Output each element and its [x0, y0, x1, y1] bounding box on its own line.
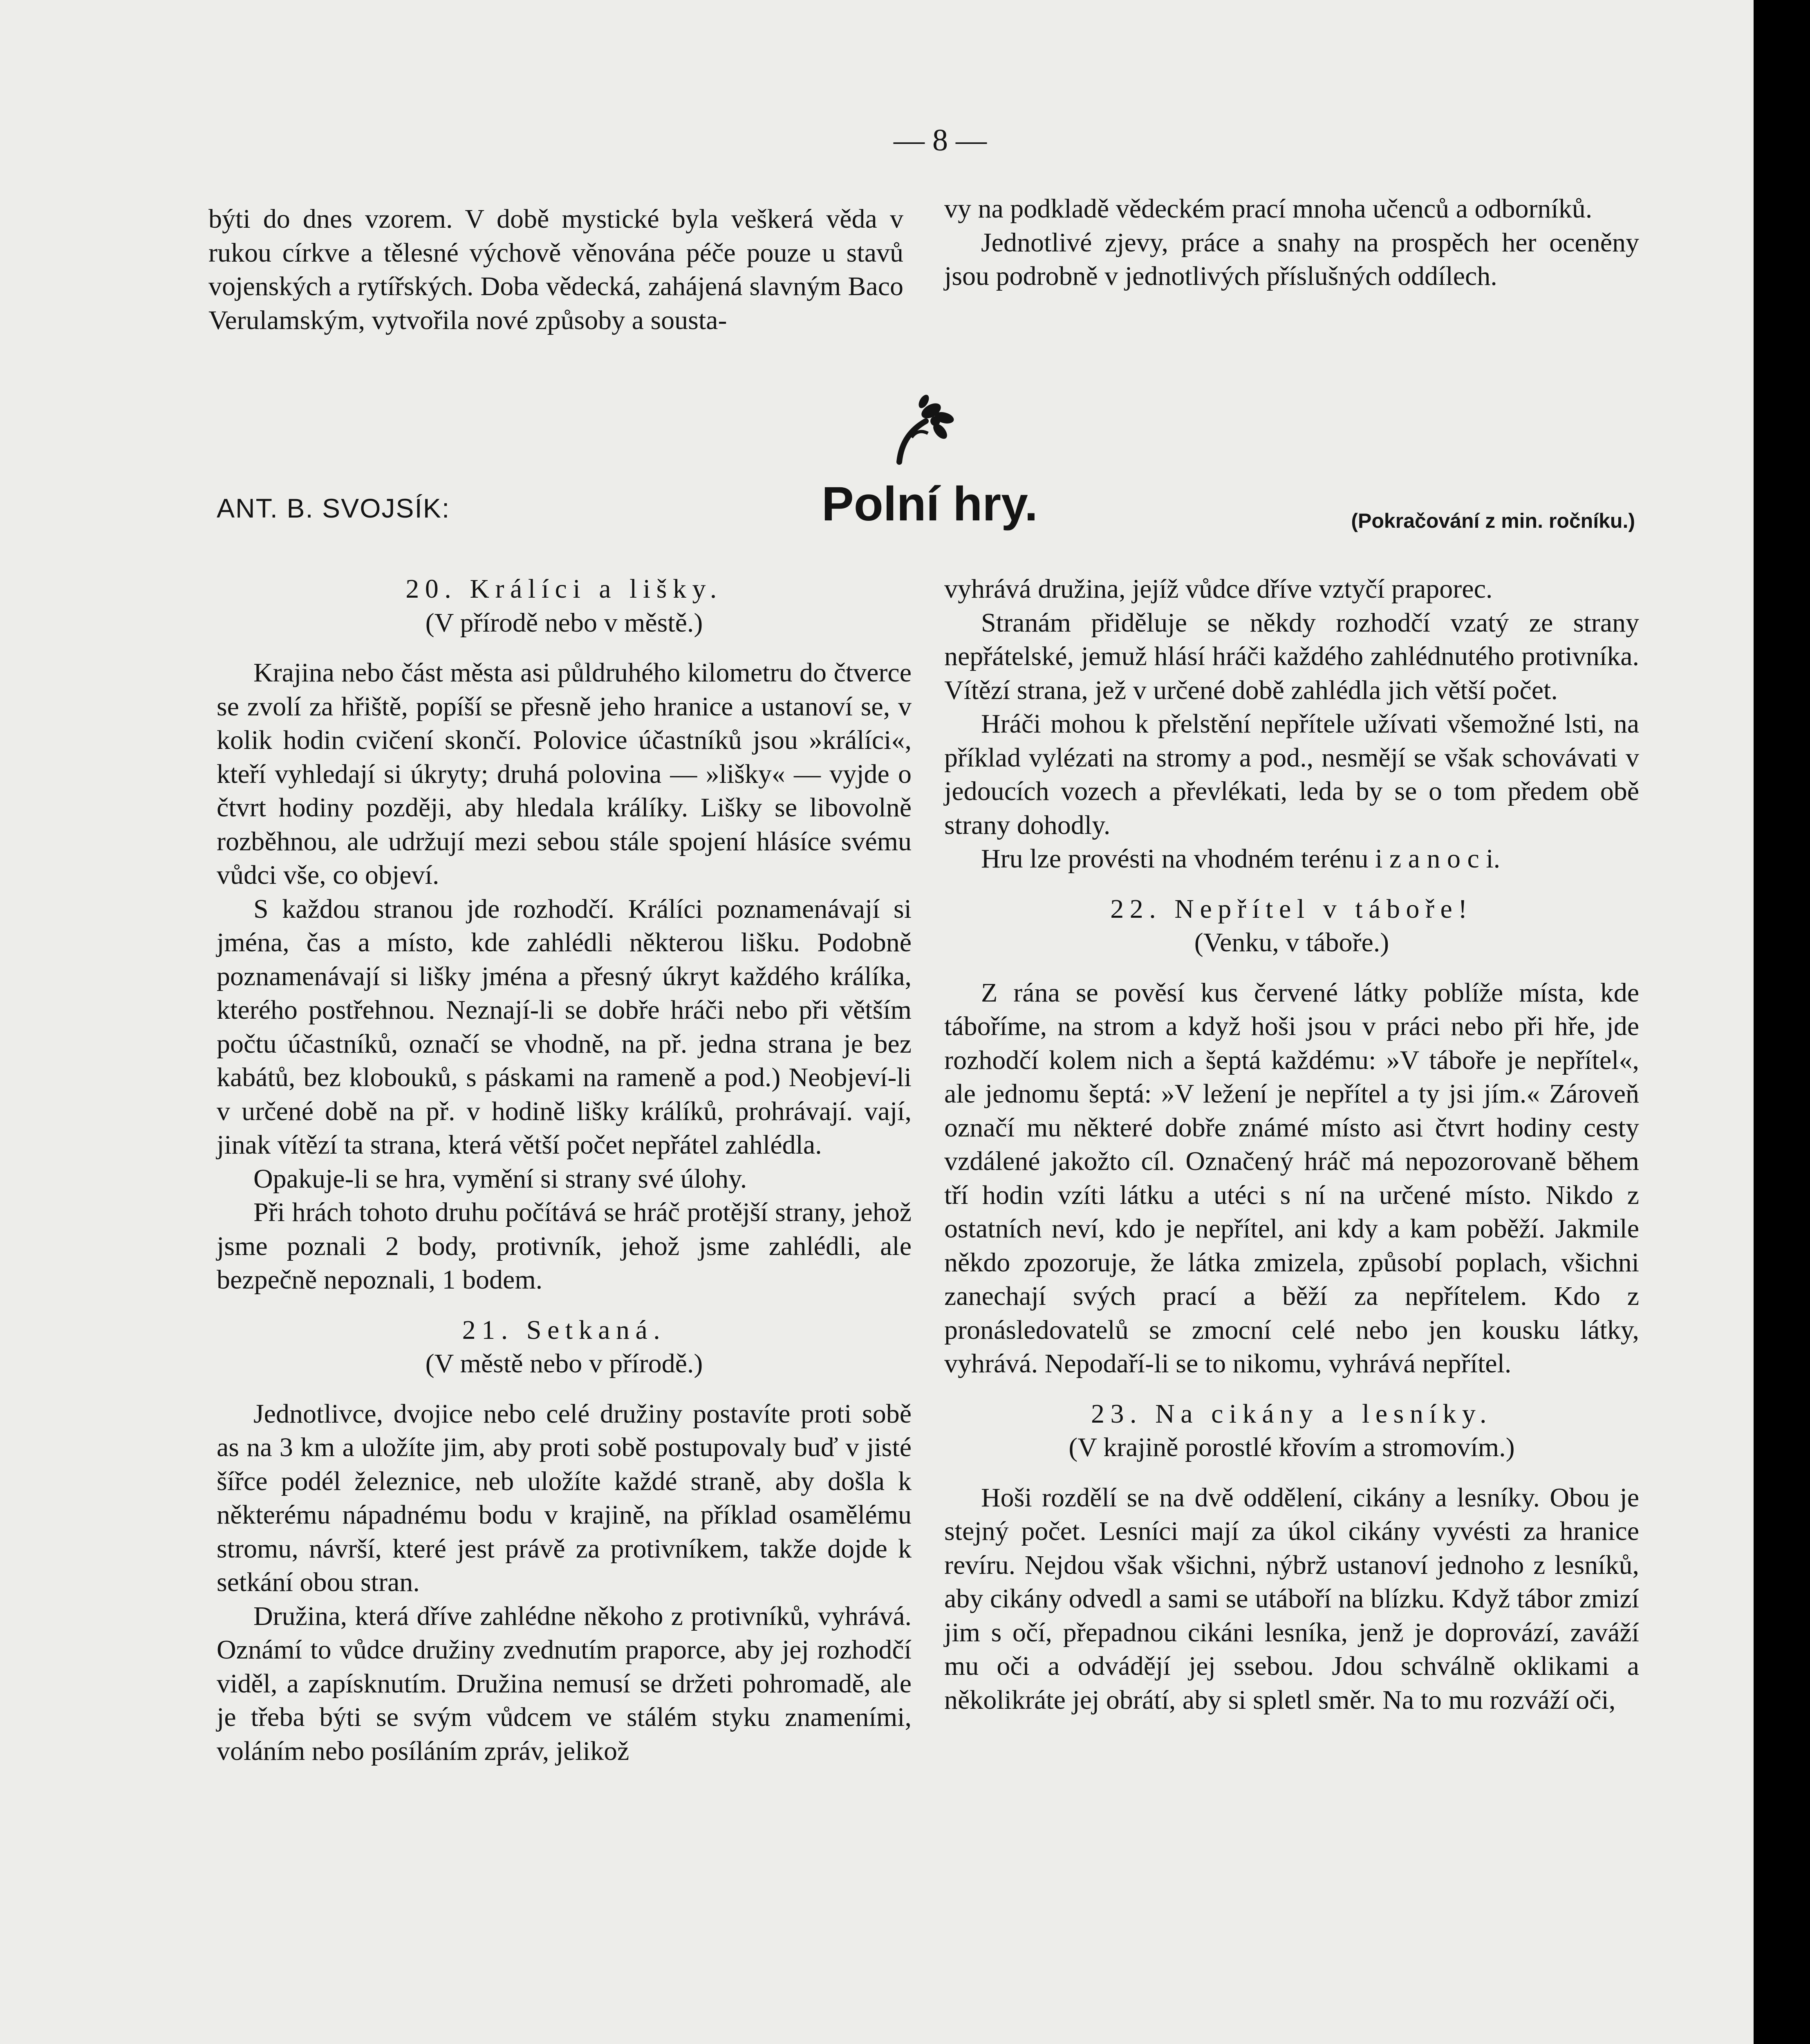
section-20-paragraph-4: Při hrách tohoto druhu počítává se hráč protější strany, jehož jsme poznali 2 body, protivník, jehož jsme zahlédli, ale bezpečně nepoznali, 1 bodem.	[217, 1197, 912, 1295]
section-20-heading: 20. Králíci a lišky.	[405, 574, 723, 604]
section-21-paragraph-6: Hru lze provésti na vhodném terénu i z a n o c i.	[981, 844, 1501, 874]
section-20-paragraph-1: Krajina nebo část města asi půldruhého kilometru do čtverce se zvolí za hřiště, popíší se přesně jeho hranice a ustanoví se, v kolik hodin cvičení skončí. Polovice účastníků jsou »králíci«, kteří vyhledají si úkryty; druhá polovina — »lišky« — vyjde o čtvrt hodiny později, aby hledala králíky. Lišky se libovolně rozběhnou, ale udržují mezi sebou stále spojení hlásíce svému vůdci vše, co objeví.	[217, 658, 912, 890]
section-21-paragraph-3: vyhrává družina, jejíž vůdce dříve vztyčí praporec.	[944, 574, 1493, 604]
section-23-paragraph-1: Hoši rozdělí se na dvě oddělení, cikány a lesníky. Obou je stejný počet. Lesníci mají za úkol cikány vyvésti za hranice revíru. Nejdou však všichni, nýbrž ustanoví jednoho z lesníků, aby cikány odvedl a sami se utáboří na blízku. Když tábor zmizí jim s očí, přepadnou cikáni lesníka, jenž je doprovází, zaváží mu oči a odvádějí jej ssebou. Jdou schválně oklikami a několikráte jej obrátí, aby si spletl směr. Na to mu rozváží oči,	[944, 1482, 1639, 1715]
section-21-paragraph-5: Hráči mohou k přelstění nepřítele užívati všemožné lsti, na příklad vylézati na stromy a pod., nesmějí se však schovávati v jedoucích vozech a převlékati, leda by se o tom předem obě strany dohodly.	[944, 709, 1639, 840]
intro-right-paragraph-1: vy na podkladě vědeckém prací mnoha učenců a odborníků.	[944, 194, 1593, 224]
section-21-paragraph-2: Družina, která dříve zahlédne někoho z protivníků, vyhrává. Oznámí to vůdce družiny zvednutím praporce, aby jej rozhodčí viděl, a zapísknutím. Družina nemusí se držeti pohromadě, ale je třeba býti se svým vůdcem ve stálém styku znameními, voláním nebo posíláním zpráv, jelikož	[217, 1601, 912, 1766]
intro-right-column	[944, 192, 1639, 294]
section-22-subtitle: (Venku, v táboře.)	[1194, 928, 1389, 957]
section-21-heading: 21. Setkaná.	[462, 1315, 666, 1345]
section-20-subtitle: (V přírodě nebo v městě.)	[425, 607, 703, 638]
intro-left-paragraph: býti do dnes vzorem. V době mystické byla veškerá věda v rukou církve a tělesné výchově věnována péče pouze u stavů vojenských a rytířských. Doba vědecká, zahájená slavným Baco Verulamským, vytvořila nové způsoby a sousta-	[208, 204, 903, 335]
intro-left-column	[208, 202, 903, 337]
article-author: ANT. B. SVOJSÍK:	[217, 493, 450, 523]
section-20-paragraph-3: Opakuje-li se hra, vymění si strany své úlohy.	[253, 1163, 747, 1194]
section-20-paragraph-2: S každou stranou jde rozhodčí. Králíci poznamenávají si jména, čas a místo, kde zahlédli některou lišku. Podobně poznamenávají si lišky jména a přesný úkryt každého králíka, kterého postřehnou. Neznají-li se dobře hráči nebo při větším počtu účastníků, označí se vhodně, na př. jedna strana je bez kabátů, bez klobouků, s páskami na rameně a pod.) Neobjeví-li v určené době na př. v hodině lišky králíků, prohrávají. vají, jinak vítězí ta strana, která větší počet nepřátel zahlédla.	[217, 894, 912, 1160]
section-22-paragraph-1: Z rána se pověsí kus červené látky poblíže místa, kde táboříme, na strom a když hoši jsou v práci nebo při hře, jde rozhodčí kolem nich a šeptá každému: »V táboře je nepřítel«, ale jednomu šeptá: »V ležení je nepřítel a ty jsi jím.« Zároveň označí mu některé dobře známé místo asi čtvrt hodiny cesty vzdálené jakožto cíl. Označený hráč má nepozorovaně během tří hodin vzíti látku a utéci s ní na určené místo. Nikdo z ostatních neví, kdo je nepřítel, ani kdy a kam poběží. Jakmile někdo zpozoruje, že látka zmizela, způsobí poplach, všichni zanechají svých prací a běží za nepřítelem. Kdo z pronásledovatelů se zmocní celé nebo jen kousku látky, vyhrává. Nepodaří-li se to nikomu, vyhrává nepřítel.	[944, 977, 1639, 1378]
left-column	[217, 572, 912, 1768]
section-21-paragraph-4: Stranám přiděluje se někdy rozhodčí vzatý ze strany nepřátelské, jemuž hlásí hráči každého zahlédnutého protivníka. Vítězí strana, jež v určené době zahlédla jich větší počet.	[944, 607, 1639, 705]
intro-right-paragraph-2: Jednotlivé zjevy, práce a snahy na prospěch her oceněny jsou podrobně v jednotlivých příslušných oddílech.	[944, 227, 1639, 291]
section-23-subtitle: (V krajině porostlé křovím a stromovím.)	[1069, 1432, 1515, 1462]
flower-ornament-icon	[883, 392, 965, 466]
section-23-heading: 23. Na cikány a lesníky.	[1091, 1399, 1493, 1429]
article-title: Polní hry.	[822, 477, 1038, 531]
continuation-note: (Pokračování z min. ročníku.)	[1351, 509, 1635, 532]
page-number: — 8 —	[894, 123, 987, 157]
section-21-paragraph-1: Jednotlivce, dvojice nebo celé družiny postavíte proti sobě as na 3 km a uložíte jim, aby proti sobě postupovaly buď v jisté šířce podél železnice, neb uložíte každé straně, aby došla k některému nápadnému bodu v krajině, na příklad osamělému stromu, návrší, které jest právě za protivníkem, takže dojde k setkání obou stran.	[217, 1399, 912, 1597]
section-21-subtitle: (V městě nebo v přírodě.)	[425, 1349, 703, 1378]
section-22-heading: 22. Nepřítel v táboře!	[1110, 894, 1473, 924]
right-column	[944, 572, 1639, 1717]
